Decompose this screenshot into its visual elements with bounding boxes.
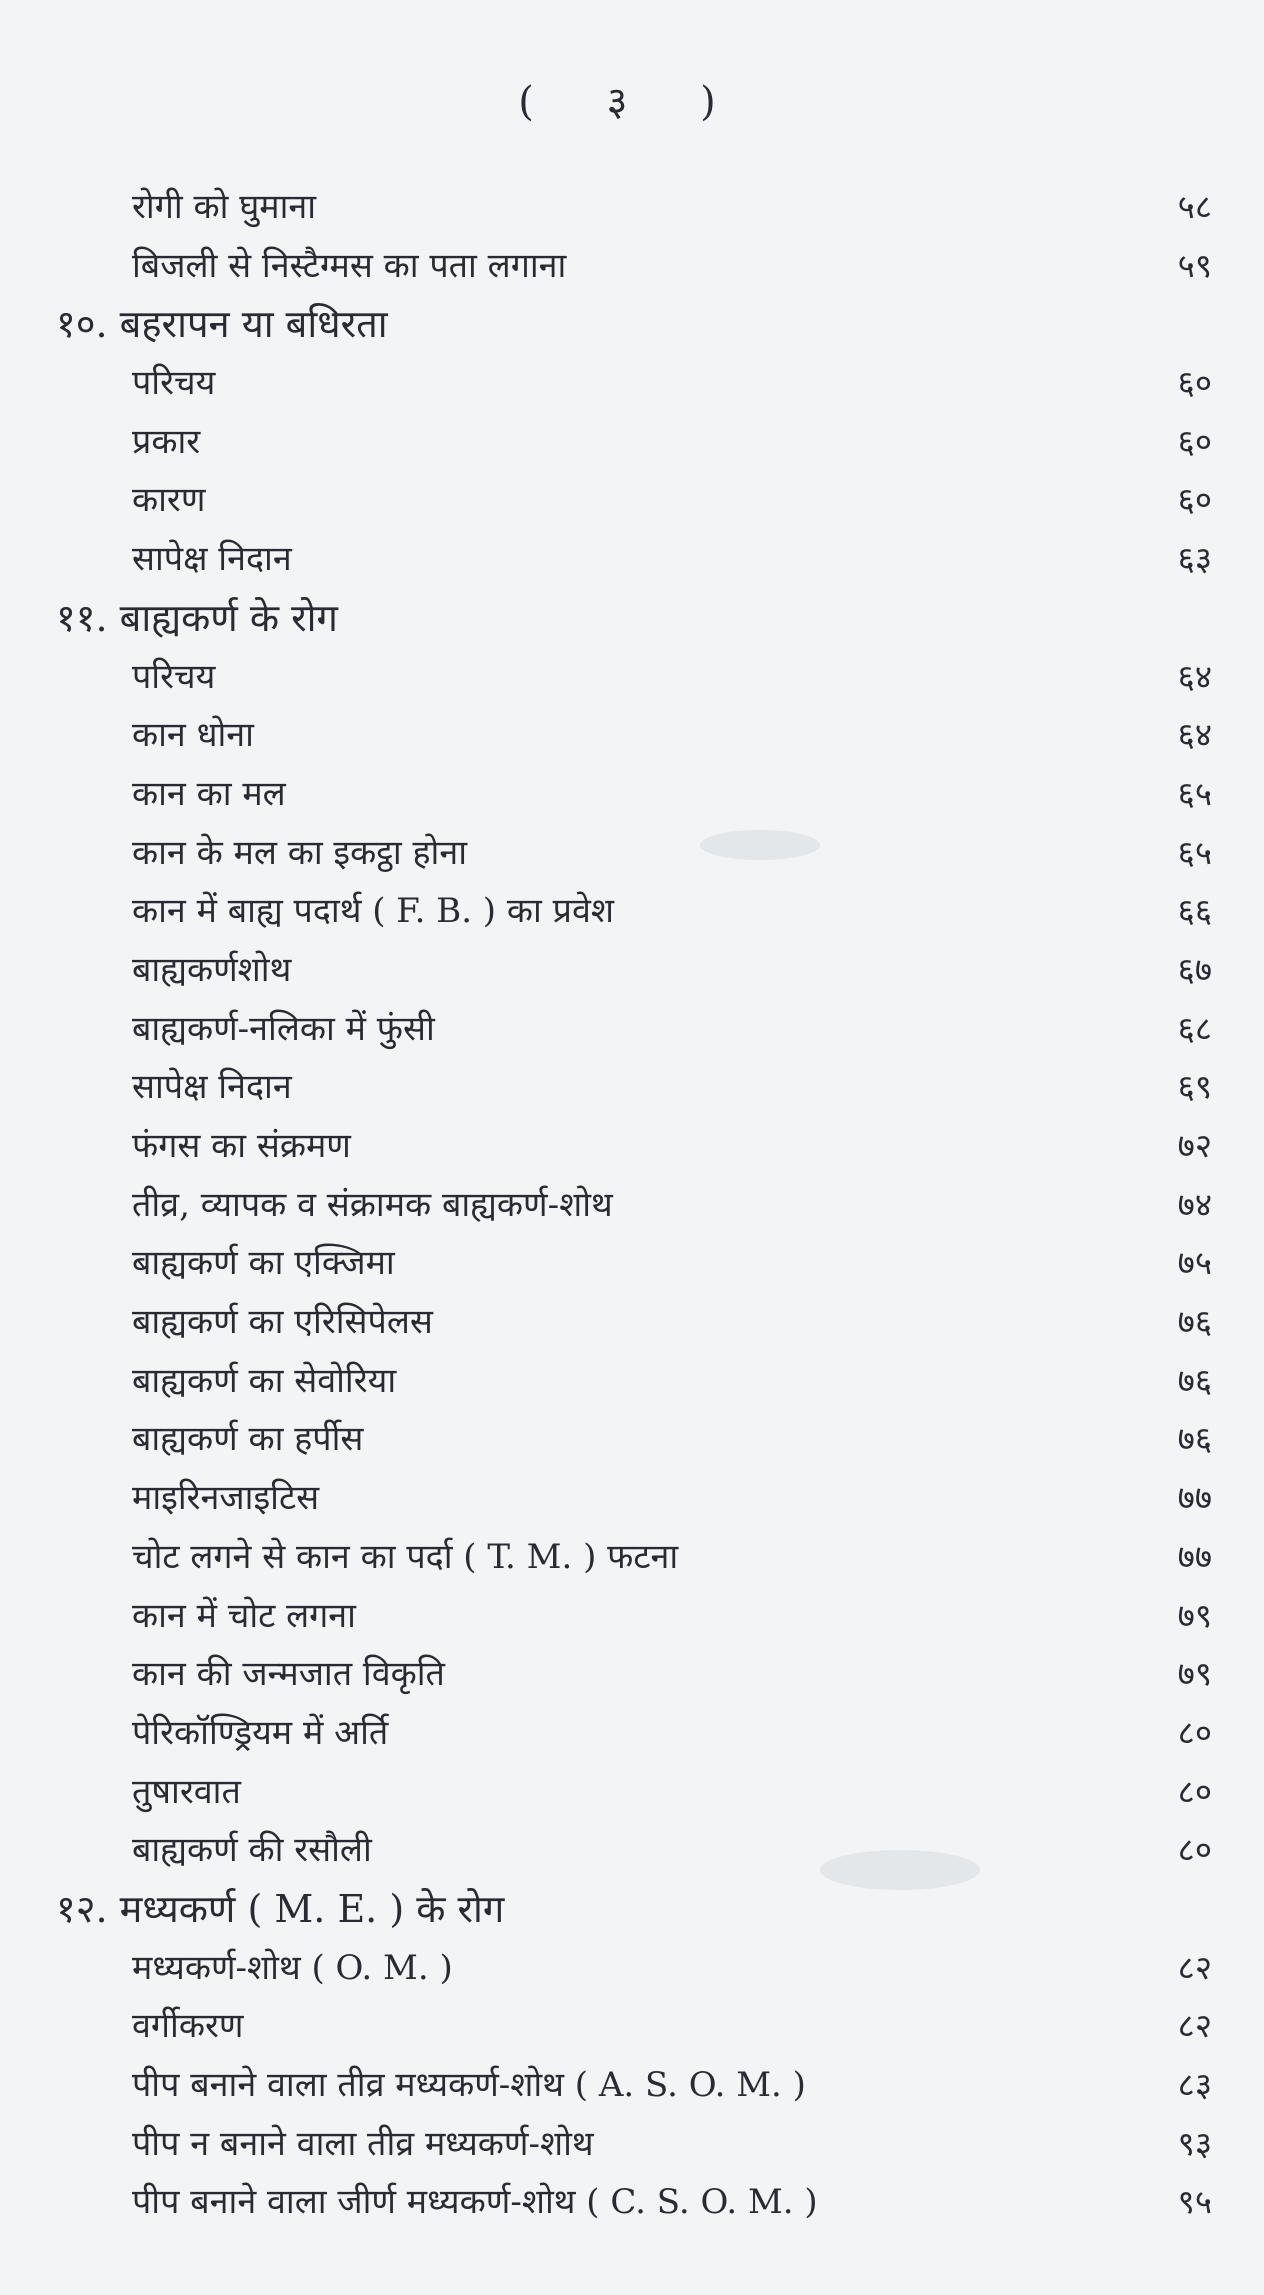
entry-page-number: ८०: [1177, 1830, 1212, 1870]
toc-entry: [0, 941, 1264, 1000]
entry-title: सापेक्ष निदान: [132, 539, 292, 580]
chapter-title: १२. मध्यकर्ण ( M. E. ) के रोग: [56, 1886, 505, 1931]
entry-page-number: ९३: [1177, 2123, 1212, 2163]
entry-page-number: ७४: [1177, 1184, 1212, 1224]
entry-page-number: ६०: [1177, 421, 1212, 461]
toc-entry: [0, 1587, 1264, 1646]
entry-page-number: ७९: [1177, 1654, 1212, 1694]
entry-title: बाह्यकर्ण-नलिका में फुंसी: [132, 1008, 435, 1049]
entry-page-number: ६९: [1177, 1067, 1212, 1107]
toc-chapter-heading: [0, 589, 1264, 648]
entry-page-number: ६५: [1177, 773, 1212, 813]
toc-entry: [0, 824, 1264, 883]
entry-title: तुषारवात: [132, 1771, 241, 1812]
entry-page-number: ६४: [1177, 656, 1212, 696]
entry-title: कारण: [132, 480, 206, 521]
entry-page-number: ६०: [1177, 363, 1212, 403]
entry-page-number: ७६: [1177, 1360, 1212, 1400]
entry-page-number: ७९: [1177, 1595, 1212, 1635]
entry-title: परिचय: [132, 363, 216, 404]
entry-title: पेरिकॉण्ड्रियम में अर्ति: [132, 1712, 389, 1753]
entry-title: बाह्यकर्ण का एरिसिपेलस: [132, 1302, 433, 1343]
entry-title: बाह्यकर्ण का एक्जिमा: [132, 1243, 395, 1284]
toc-entry: [0, 1234, 1264, 1293]
entry-title: कान में चोट लगना: [132, 1595, 356, 1636]
entry-page-number: ६८: [1177, 1008, 1212, 1048]
toc-entry: [0, 237, 1264, 296]
entry-title: तीव्र, व्यापक व संक्रामक बाह्यकर्ण-शोथ: [132, 1184, 613, 1225]
entry-page-number: ७७: [1177, 1536, 1212, 1576]
toc-entry: [0, 1939, 1264, 1998]
entry-title: परिचय: [132, 656, 216, 697]
entry-title: कान की जन्मजात विकृति: [132, 1654, 445, 1695]
toc-entry: [0, 1528, 1264, 1587]
page-number: ( ३ ): [518, 79, 746, 125]
chapter-title: ११. बाह्यकर्ण के रोग: [56, 595, 338, 640]
toc-entry: [0, 413, 1264, 472]
entry-page-number: ६५: [1177, 832, 1212, 872]
entry-page-number: ८०: [1177, 1771, 1212, 1811]
entry-page-number: ८२: [1177, 2006, 1212, 2046]
toc-chapter-heading: [0, 1880, 1264, 1939]
entry-title: फंगस का संक्रमण: [132, 1126, 351, 1166]
entry-page-number: ५८: [1177, 187, 1212, 226]
toc-entry: [0, 354, 1264, 413]
toc-entry: [0, 765, 1264, 824]
entry-title: बाह्यकर्ण का हर्पीस: [132, 1419, 364, 1460]
entry-title: प्रकार: [132, 421, 201, 462]
toc-entry: [0, 530, 1264, 589]
entry-page-number: ७७: [1177, 1478, 1212, 1518]
entry-title: माइरिनजाइटिस: [132, 1478, 320, 1519]
entry-page-number: ६६: [1177, 891, 1212, 931]
entry-title: वर्गीकरण: [132, 2006, 244, 2047]
toc-entry: [0, 882, 1264, 941]
entry-title: कान में बाह्य पदार्थ ( F. B. ) का प्रवेश: [132, 891, 614, 932]
toc-entry: [0, 1997, 1264, 2056]
entry-page-number: ७६: [1177, 1419, 1212, 1459]
toc-entry: [0, 706, 1264, 765]
entry-page-number: ८०: [1177, 1712, 1212, 1752]
entry-title: बाह्यकर्ण की रसौली: [132, 1830, 372, 1871]
entry-page-number: ७५: [1177, 1243, 1212, 1283]
toc-entry: [0, 2056, 1264, 2115]
entry-page-number: ६७: [1177, 949, 1212, 989]
toc-entry: [0, 1645, 1264, 1704]
entry-title: कान का मल: [132, 773, 286, 814]
entry-page-number: ६०: [1177, 480, 1212, 520]
entry-page-number: ६३: [1177, 539, 1212, 579]
toc-entry: [0, 1117, 1264, 1176]
entry-title: रोगी को घुमाना: [132, 187, 317, 227]
toc-entry: [0, 648, 1264, 707]
toc-entry: [0, 1821, 1264, 1880]
entry-page-number: ६४: [1177, 715, 1212, 755]
chapter-title: १०. बहरापन या बधिरता: [56, 302, 388, 347]
entry-page-number: ५९: [1177, 245, 1212, 285]
entry-title: मध्यकर्ण-शोथ ( O. M. ): [132, 1947, 453, 1988]
toc-entry: [0, 1352, 1264, 1411]
entry-title: सापेक्ष निदान: [132, 1067, 292, 1108]
entry-page-number: ९५: [1177, 2182, 1212, 2222]
entry-title: बिजली से निस्टैग्मस का पता लगाना: [132, 245, 567, 286]
toc-entry: [0, 1410, 1264, 1469]
toc-entry: [0, 471, 1264, 530]
entry-title: पीप न बनाने वाला तीव्र मध्यकर्ण-शोथ: [132, 2123, 594, 2164]
entry-page-number: ८२: [1177, 1947, 1212, 1987]
entry-title: बाह्यकर्णशोथ: [132, 949, 292, 990]
toc-entry: [0, 1763, 1264, 1822]
toc-entry: [0, 1469, 1264, 1528]
entry-title: पीप बनाने वाला जीर्ण मध्यकर्ण-शोथ ( C. S. O. M. ): [132, 2182, 818, 2223]
toc-entry: [0, 1058, 1264, 1117]
table-of-contents: [0, 178, 1264, 2232]
entry-page-number: ७६: [1177, 1302, 1212, 1342]
toc-entry: [0, 178, 1264, 237]
entry-title: चोट लगने से कान का पर्दा ( T. M. ) फटना: [132, 1536, 679, 1577]
entry-title: बाह्यकर्ण का सेवोरिया: [132, 1360, 397, 1401]
toc-entry: [0, 2173, 1264, 2232]
toc-entry: [0, 1000, 1264, 1059]
entry-page-number: ७२: [1177, 1126, 1212, 1165]
toc-entry: [0, 2115, 1264, 2174]
entry-title: कान धोना: [132, 715, 254, 756]
entry-title: कान के मल का इकट्ठा होना: [132, 832, 468, 873]
entry-title: पीप बनाने वाला तीव्र मध्यकर्ण-शोथ ( A. S. O. M. ): [132, 2065, 806, 2105]
toc-chapter-heading: [0, 295, 1264, 354]
toc-entry: [0, 1293, 1264, 1352]
entry-page-number: ८३: [1177, 2065, 1212, 2104]
toc-entry: [0, 1704, 1264, 1763]
toc-entry: [0, 1176, 1264, 1235]
